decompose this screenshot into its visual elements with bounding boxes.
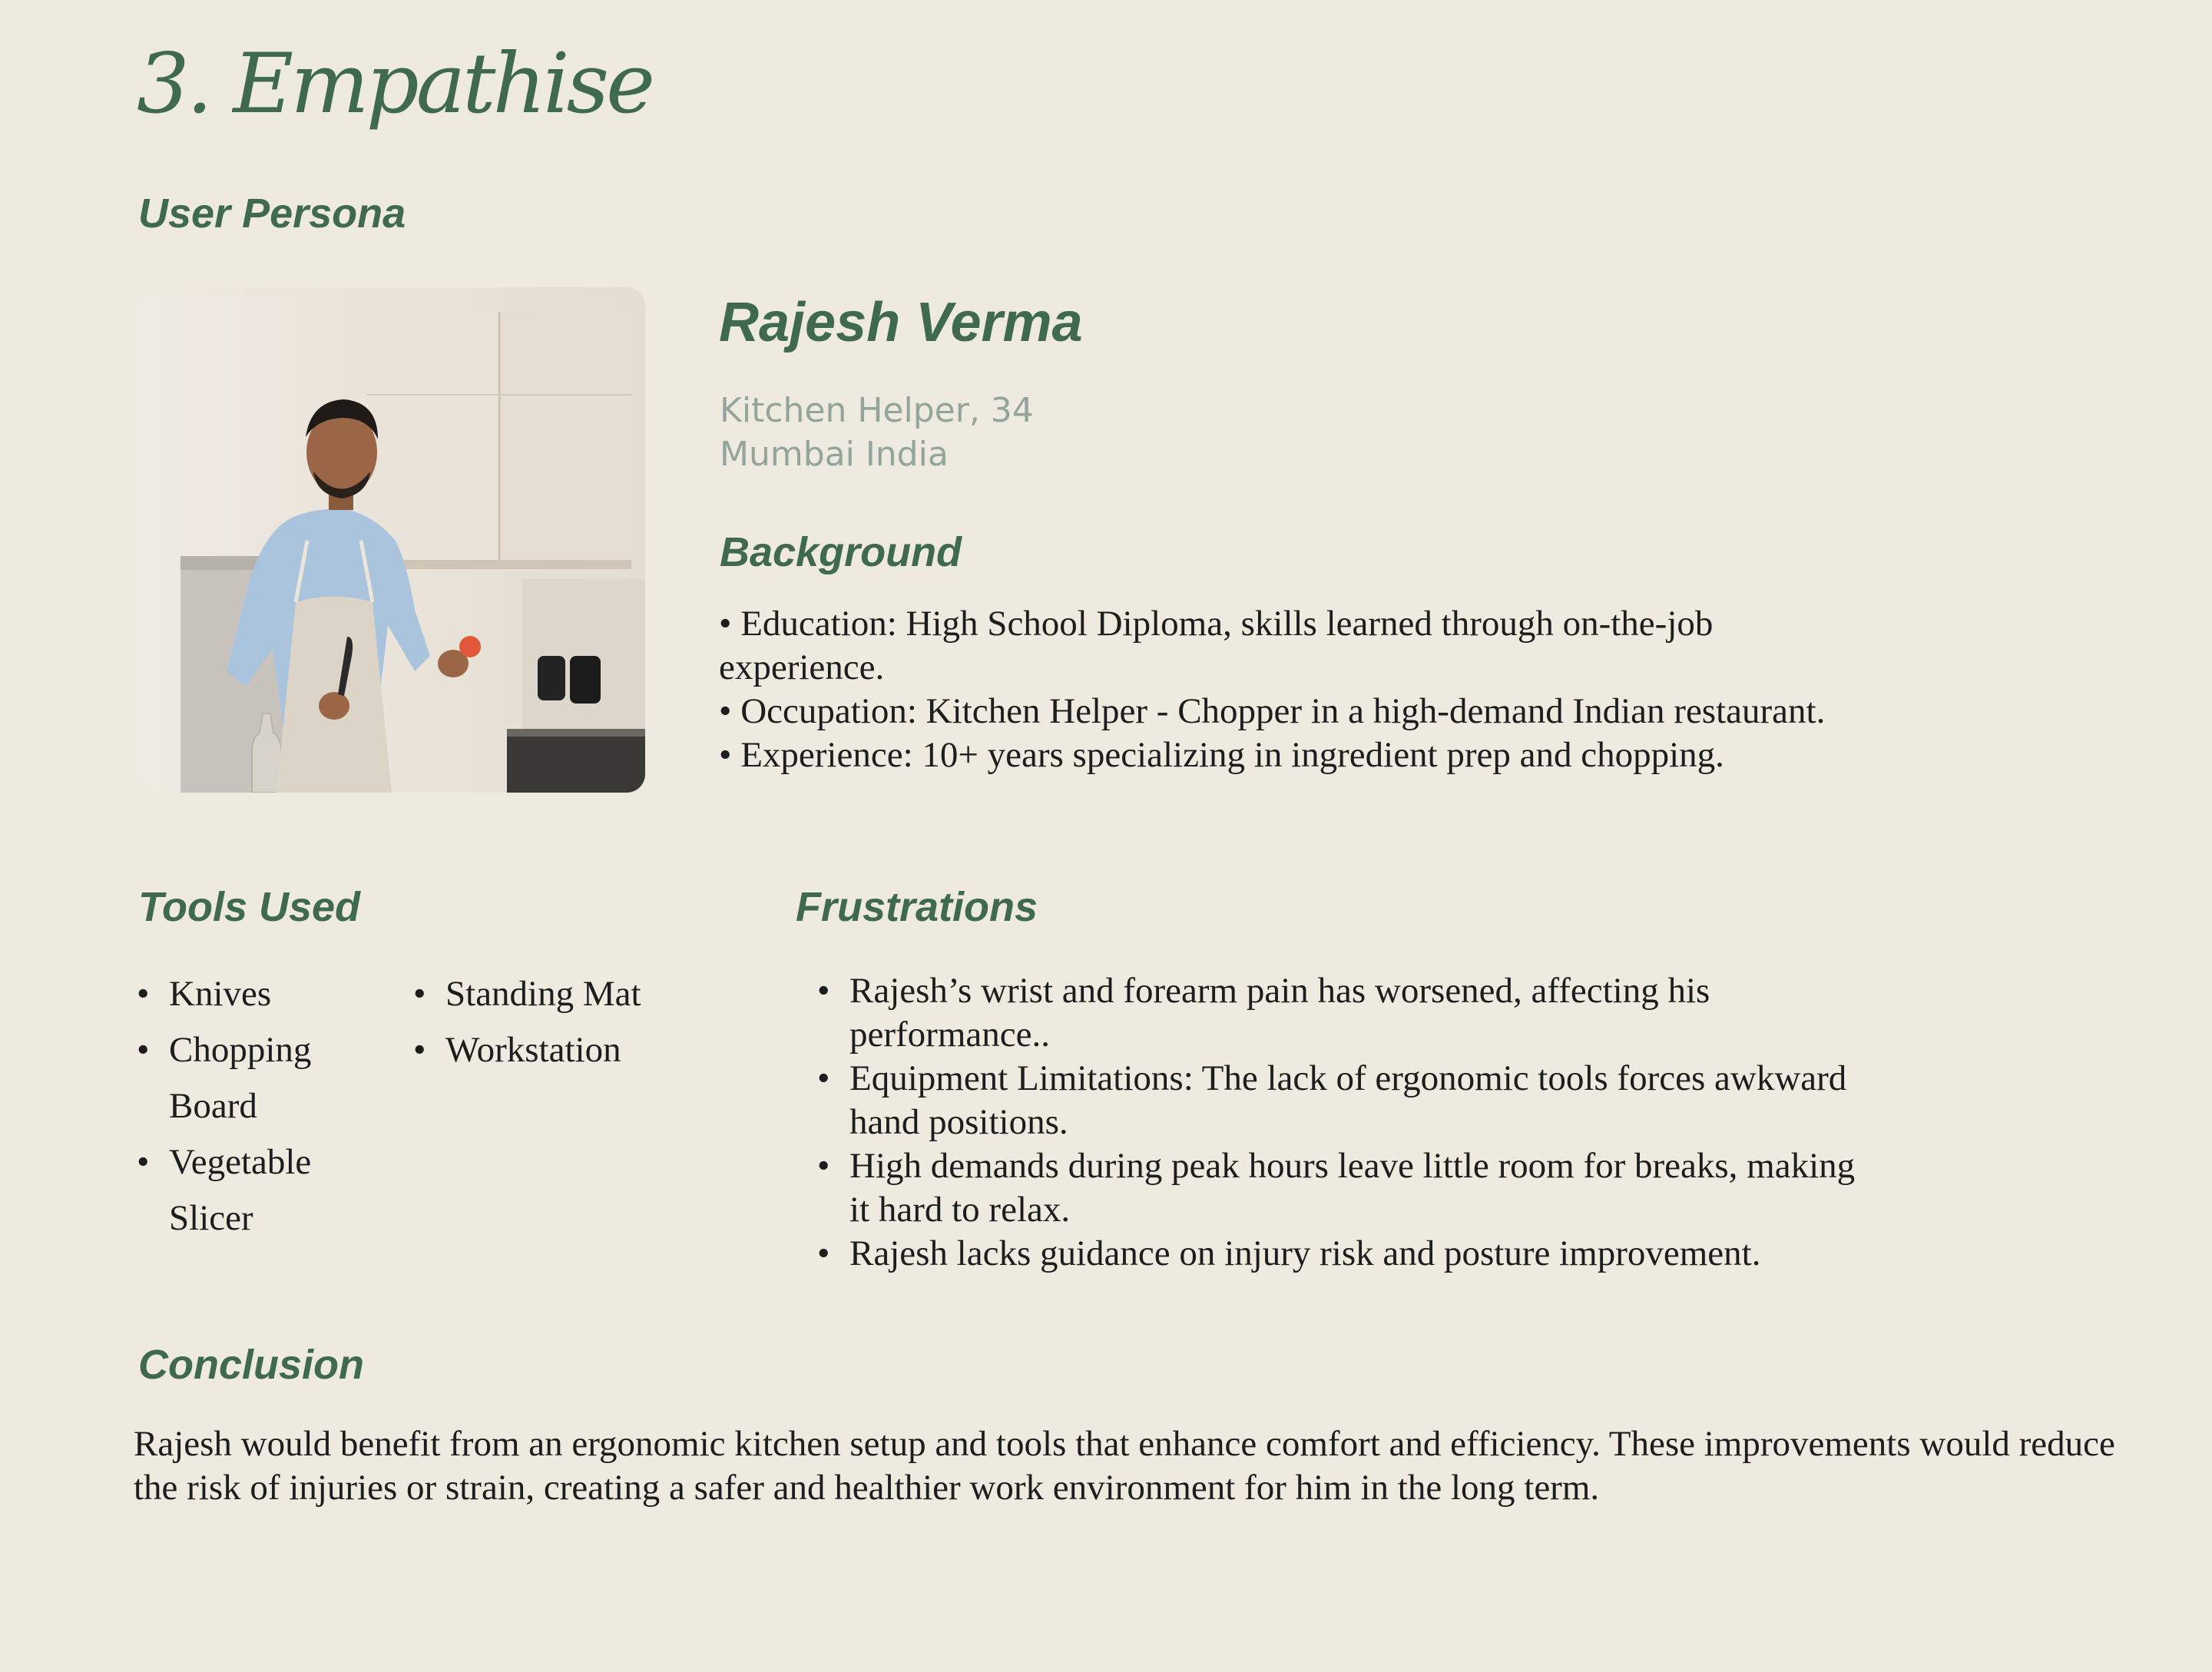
section-heading-user-persona: User Persona [138, 190, 406, 237]
tools-list-column-2 [413, 966, 720, 1078]
list-item: • Vegetable Slicer [137, 1134, 398, 1247]
background-item-experience: • Experience: 10+ years specializing in ingredient prep and chopping. [719, 735, 1724, 775]
frustrations-list [817, 969, 1923, 1276]
persona-role-age: Kitchen Helper, 34 [720, 391, 1034, 430]
section-heading-background: Background [720, 529, 962, 575]
persona-photo [138, 287, 645, 793]
persona-location: Mumbai India [720, 435, 949, 474]
persona-name: Rajesh Verma [719, 292, 1083, 353]
page-title: 3. Empathise [137, 36, 652, 132]
list-item: • Workstation [413, 1022, 720, 1078]
list-item: • Rajesh lacks guidance on injury risk and posture improvement. [817, 1232, 1923, 1276]
list-item: • Chopping Board [137, 1022, 398, 1134]
list-item: • Rajesh’s wrist and forearm pain has worsened, affecting his performance.. [817, 969, 1879, 1057]
background-item-occupation: • Occupation: Kitchen Helper - Chopper in a high-demand Indian restaurant. [719, 691, 1826, 731]
list-item: • Knives [137, 966, 398, 1022]
section-heading-conclusion: Conclusion [138, 1342, 364, 1388]
background-item-education: • Education: High School Diploma, skills learned through on-the-job experience. [719, 604, 1714, 687]
conclusion-text: Rajesh would benefit from an ergonomic kitchen setup and tools that enhance comfort and efficiency. These improvements would reduce the risk of injuries or strain, creating a safer and healthier work environment for him in the long term. [134, 1424, 2115, 1508]
list-item: • Equipment Limitations: The lack of ergonomic tools forces awkward hand positions. [817, 1057, 1848, 1144]
section-heading-tools-used: Tools Used [138, 884, 361, 930]
persona-photo-image [138, 287, 645, 793]
list-item: • Standing Mat [413, 966, 720, 1022]
persona-details [720, 389, 1034, 476]
background-list [719, 602, 2178, 777]
section-heading-frustrations: Frustrations [796, 884, 1038, 930]
list-item: • High demands during peak hours leave little room for breaks, making it hard to relax. [817, 1144, 1879, 1232]
tools-list-column-1 [137, 966, 398, 1247]
